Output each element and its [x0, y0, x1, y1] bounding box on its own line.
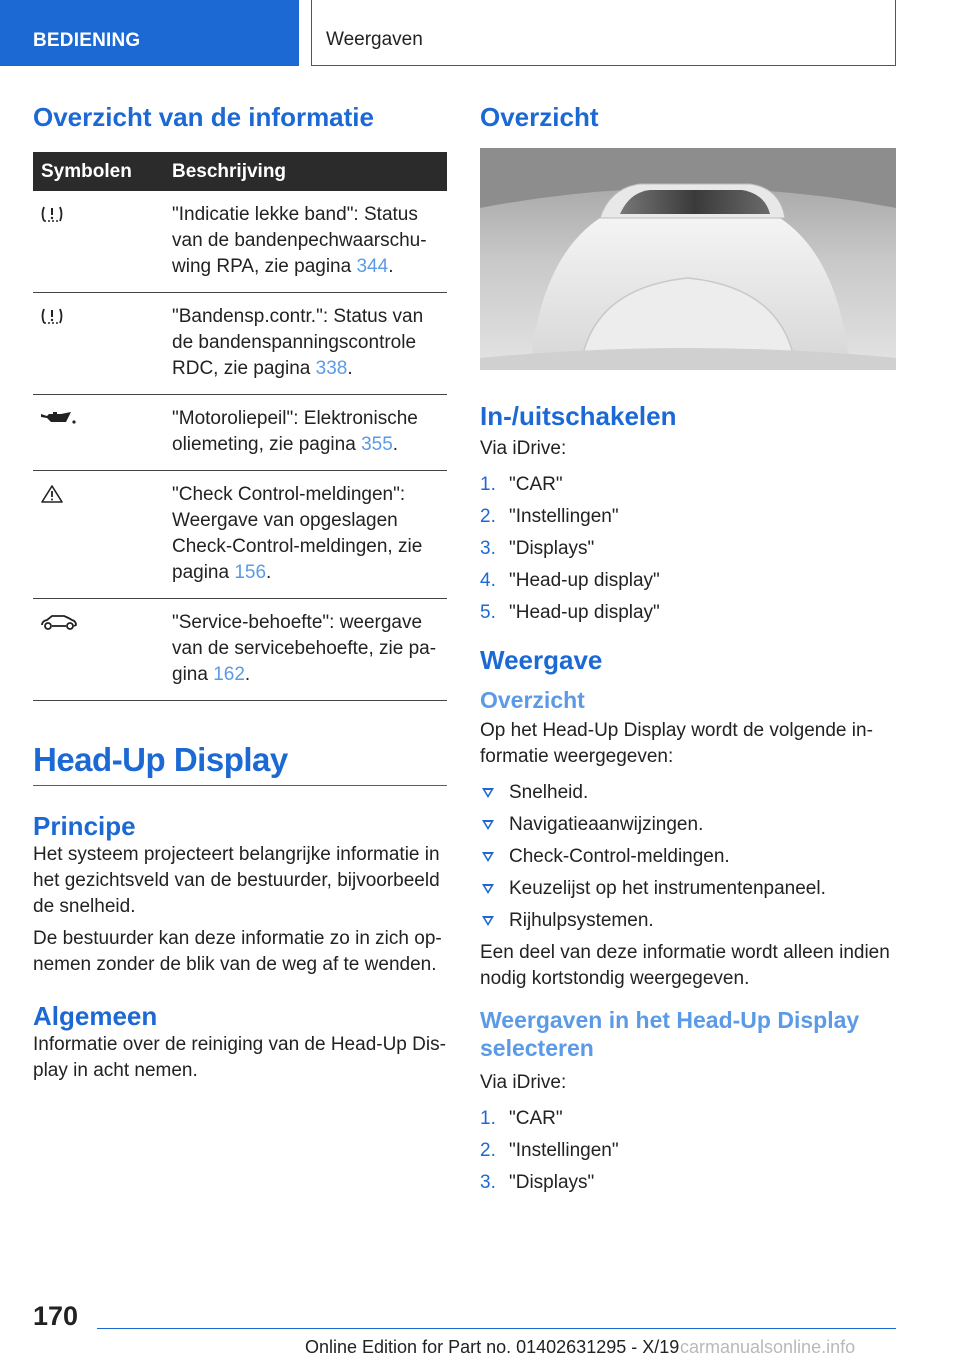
- info-bullets: [480, 780, 896, 934]
- list-item: Check-Control-meldingen.: [480, 844, 896, 870]
- page-header: [0, 0, 960, 66]
- left-column: [33, 100, 447, 1084]
- page-link[interactable]: 162: [213, 664, 245, 685]
- overzicht-subtitle: Overzicht: [480, 687, 585, 713]
- list-item: 4. "Head-up display": [480, 570, 660, 591]
- edition-text: Online Edition for Part no. 01402631295 - X/19: [305, 1337, 680, 1357]
- list-item: Rijhulpsystemen.: [480, 908, 896, 934]
- oil-can-icon: [39, 408, 79, 428]
- page-link[interactable]: 355: [361, 434, 393, 455]
- table-row: "Indicatie lekke band": Status van de bandenpechwaarschuwing RPA, zie pagina 344.: [33, 191, 447, 293]
- warning-triangle-icon: [39, 484, 65, 504]
- row-description: "Indicatie lekke band": Status van de bandenpechwaarschuwing RPA, zie pagina: [172, 204, 427, 277]
- watermark-text: carmanualsonline.info: [680, 1337, 856, 1357]
- hud-photo: [480, 148, 896, 370]
- table-row: "Service-behoefte": weergave van de servicebehoefte, zie pagina 162.: [33, 599, 447, 701]
- triangle-bullet-icon: [482, 852, 494, 862]
- list-item: Keuzelijst op het instrumentenpaneel.: [480, 876, 896, 902]
- triangle-bullet-icon: [482, 884, 494, 894]
- select-displays-title: Weergaven in het Head-Up Display selecteren: [480, 1007, 860, 1061]
- tire-warning-icon: [39, 204, 65, 224]
- list-item: 3. "Displays": [480, 538, 595, 559]
- list-item: 1. "CAR": [480, 1108, 563, 1129]
- on-off-title: In-/uitschakelen: [480, 401, 677, 431]
- via-idrive-label: Via iDrive:: [480, 438, 567, 459]
- page-link[interactable]: 156: [234, 562, 267, 583]
- title-rule: [33, 785, 447, 786]
- select-steps: [480, 1106, 896, 1196]
- page-link[interactable]: 338: [315, 358, 348, 379]
- on-off-steps: [480, 472, 896, 626]
- algemeen-title: Algemeen: [33, 1001, 158, 1031]
- chapter-title: Weergaven: [311, 0, 896, 66]
- algemeen-paragraph: Informatie over de reiniging van de Head-Up Display in acht nemen.: [33, 1034, 446, 1081]
- triangle-bullet-icon: [482, 916, 494, 926]
- table-row: "Check Control-meldingen": Weergave van opgeslagen Check-Control-meldingen, zie pagina 156.: [33, 471, 447, 599]
- tire-pressure-icon: [39, 306, 65, 326]
- partial-info-paragraph: Een deel van deze informatie wordt alleen indien nodig kortstondig weergegeven.: [480, 942, 890, 989]
- info-overview-title: Overzicht van de informatie: [33, 102, 374, 132]
- list-item: Navigatieaanwijzingen.: [480, 812, 896, 838]
- list-item: 1. "CAR": [480, 474, 563, 495]
- via-idrive-label-2: Via iDrive:: [480, 1072, 567, 1093]
- table-header-row: [33, 152, 447, 191]
- hud-title: Head-Up Display: [33, 741, 288, 778]
- right-column: [480, 100, 896, 1202]
- overview-title: Overzicht: [480, 102, 599, 132]
- list-item: 2. "Instellingen": [480, 506, 619, 527]
- list-item: 3. "Displays": [480, 1172, 595, 1193]
- principe-paragraph-2: De bestuurder kan deze informatie zo in zich opnemen zonder de blik van de weg af te wenden.: [33, 928, 442, 975]
- triangle-bullet-icon: [482, 788, 494, 798]
- col-header-symbols: Symbolen: [33, 152, 164, 191]
- car-service-icon: [39, 612, 79, 632]
- page-link[interactable]: 344: [356, 256, 389, 277]
- row-description: "Check Control-meldingen": Weergave van opgeslagen Check-Control-meldingen, zie pagina: [172, 484, 423, 583]
- table-row: "Bandensp.contr.": Status van de bandenspanningscontrole RDC, zie pagina 338.: [33, 293, 447, 395]
- symbol-table: [33, 152, 447, 701]
- list-item: Snelheid.: [480, 780, 896, 806]
- table-row: "Motoroliepeil": Elektronische oliemeting, zie pagina 355.: [33, 395, 447, 471]
- page-footer: [0, 1295, 960, 1362]
- list-item: 2. "Instellingen": [480, 1140, 619, 1161]
- principe-paragraph-1: Het systeem projecteert belangrijke informatie in het gezichtsveld van de bestuurder, bijvoorbeeld de snelheid.: [33, 844, 440, 917]
- principe-title: Principe: [33, 811, 136, 841]
- row-description: "Motoroliepeil": Elektronische oliemeting, zie pagina: [172, 408, 418, 455]
- col-header-description: Beschrijving: [164, 152, 447, 191]
- overzicht-paragraph: Op het Head-Up Display wordt de volgende informatie weergegeven:: [480, 720, 873, 767]
- row-description: "Bandensp.contr.": Status van de bandenspanningscontrole RDC, zie pagina: [172, 306, 424, 379]
- triangle-bullet-icon: [482, 820, 494, 830]
- weergave-title: Weergave: [480, 645, 603, 675]
- row-description: "Service-behoefte": weergave van de servicebehoefte, zie pagina: [172, 612, 437, 685]
- page-number: 170: [33, 1301, 79, 1331]
- footer-rule: [97, 1328, 896, 1329]
- list-item: 5. "Head-up display": [480, 602, 660, 623]
- section-tab: BEDIENING: [0, 0, 299, 66]
